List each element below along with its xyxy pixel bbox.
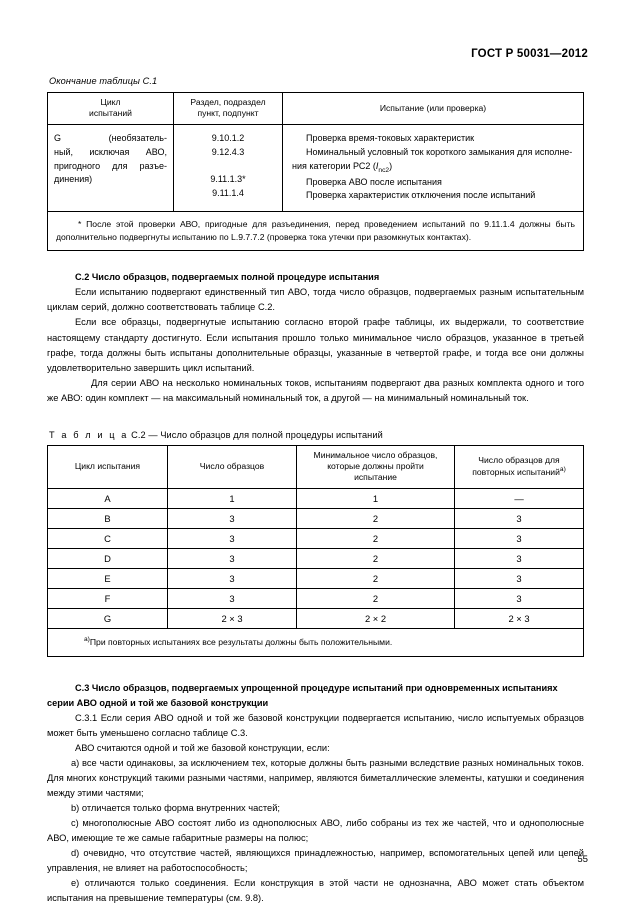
- section-c2-paragraph-1: Если испытанию подвергают единственный тип АВО, тогда число образцов, подвергаемых разным испытательным циклам серий, должно соответствовать таблице С.2.: [47, 287, 584, 313]
- table-c2-cell-repeat-samples: 3: [455, 509, 584, 529]
- table-c2-cell-min-samples: 1: [297, 489, 455, 509]
- table-c1-clause-4: 9.11.1.4: [212, 188, 244, 199]
- table-c1-test-1: Проверка время-токовых характеристик: [306, 133, 475, 144]
- section-c3-list-item-a: а) все части одинаковы, за исключением тех, которые должны быть разными вследствие разных номинальных токов. Для многих конструкций такими разными частями, например, являются биметаллические элементы, катушки и соединения между этими частями;: [47, 757, 584, 799]
- table-row: [48, 609, 584, 629]
- table-c2-caption-prefix: Т а б л и ц а: [49, 429, 129, 440]
- table-c2-body: [48, 489, 584, 657]
- table-c1-clause-blank: [227, 161, 230, 171]
- table-c2-cell-cycle: F: [48, 589, 168, 609]
- table-c1-cycle-line1: G (необязатель-: [54, 133, 167, 144]
- section-c3-list-item-d: d) очевидно, что отсутствие частей, являющихся принадлежностью, например, вспомогательных цепей или цепей управления, не влияет на работоспособность;: [47, 848, 584, 874]
- table-c1-cell-clauses: [174, 125, 283, 212]
- table-c2-caption-number: С.2: [131, 429, 146, 440]
- table-c2-caption-text: — Число образцов для полной процедуры испытаний: [148, 429, 383, 440]
- table-c2-cell-samples: 3: [168, 589, 297, 609]
- table-c2-header-row: [48, 445, 584, 489]
- table-c1-test-2: [292, 146, 576, 160]
- table-c2-header-repeat-line1: Число образцов для: [478, 454, 560, 465]
- table-c2-header-min-samples: [297, 445, 455, 489]
- table-c1-cycle-line3: пригодного для разъе-: [54, 160, 167, 171]
- table-c1-test-2-subscript: nc2: [378, 166, 390, 174]
- table-c2-cell-min-samples: 2 × 2: [297, 609, 455, 629]
- table-c2-cell-cycle: B: [48, 509, 168, 529]
- table-c1-clause-1: 9.10.1.2: [211, 133, 245, 144]
- table-c2-header-repeat-line2: повторных испытаний: [472, 466, 560, 477]
- section-c3-list-item-c: c) многополюсные АВО состоят либо из однополюсных АВО, либо собраны из тех же частей, что и однополюсные АВО, имеющие те же самые габаритные размеры на полюс;: [47, 818, 584, 844]
- table-c2-cell-samples: 3: [168, 529, 297, 549]
- section-c2-heading: С.2 Число образцов, подвергаемых полной процедуре испытания: [75, 272, 380, 283]
- table-c1-test-3: Проверка АВО после испытания: [306, 176, 442, 187]
- table-c2-header-min-line3: испытание: [354, 472, 397, 483]
- table-c2-cell-cycle: D: [48, 549, 168, 569]
- table-c2-header-footnote-marker: а): [559, 466, 566, 474]
- table-c2-footnote-marker: а): [84, 636, 90, 644]
- table-c1-header-clause-line1: Раздел, подраздел: [190, 97, 266, 107]
- table-c2-footnote-row: [48, 629, 584, 657]
- section-c3-heading-line1: С.3 Число образцов, подвергаемых упрощенной процедуре испытаний при одновременных испытаниях: [75, 683, 558, 694]
- section-c3-paragraph-2: АВО считаются одной и той же базовой конструкции, если:: [75, 742, 330, 753]
- table-c2-cell-min-samples: 2: [297, 509, 455, 529]
- table-row: [48, 549, 584, 569]
- table-c2-cell-samples: 2 × 3: [168, 609, 297, 629]
- table-c2-cell-repeat-samples: 3: [455, 589, 584, 609]
- table-row: [48, 509, 584, 529]
- table-c1-cell-tests: [283, 125, 584, 212]
- table-c1-footnote: [48, 211, 584, 251]
- table-c2-cell-min-samples: 2: [297, 569, 455, 589]
- section-c3-paragraph-1: С.3.1 Если серия АВО одной и той же базовой конструкции подвергается испытанию, число испытуемых образцов может быть уменьшено согласно таблице С.3.: [47, 712, 584, 738]
- table-c1-clause-2: 9.12.4.3: [211, 147, 245, 158]
- table-row: [48, 529, 584, 549]
- table-c1-test-2-pre: ния категории РС2 (: [292, 160, 376, 171]
- table-c2: [47, 445, 584, 657]
- table-c2-header-samples: Число образцов: [168, 445, 297, 489]
- table-c1-header-clause: [174, 93, 283, 125]
- table-c1-cycle-line4: динения): [54, 174, 93, 185]
- table-c1-cell-cycle: [48, 125, 174, 212]
- table-c2-cell-cycle: G: [48, 609, 168, 629]
- table-c2-header-min-line2: которые должны пройти: [327, 460, 424, 471]
- table-c2-cell-samples: 3: [168, 509, 297, 529]
- table-c1: [47, 92, 584, 251]
- table-c2-footnote: [48, 629, 584, 657]
- table-c1-test-2-symbol: I: [375, 160, 379, 171]
- table-c1-footnote-text: * После этой проверки АВО, пригодные для разъединения, перед проведением испытаний по 9.11.1.4 должны быть дополнительно подвергнуты испытанию по L.9.7.7.2 (проверка тока утечки при разомкнутых контактах).: [56, 218, 575, 243]
- page-number: 55: [577, 854, 588, 865]
- table-c2-cell-samples: 3: [168, 549, 297, 569]
- table-c1-test-4: Проверка характеристик отключения после испытаний: [306, 190, 536, 201]
- table-c1-row-g: [48, 125, 584, 212]
- table-c2-cell-min-samples: 2: [297, 589, 455, 609]
- table-c2-cell-repeat-samples: 3: [455, 529, 584, 549]
- table-c2-cell-repeat-samples: 2 × 3: [455, 609, 584, 629]
- table-row: [48, 569, 584, 589]
- table-c1-test-2-post: ): [389, 160, 393, 171]
- table-c1-footnote-row: [48, 211, 584, 251]
- table-c1-cycle-line2: ный, исключая АВО,: [54, 147, 167, 158]
- table-c2-cell-min-samples: 2: [297, 529, 455, 549]
- table-c1-header-cycle-line2: испытаний: [89, 108, 132, 119]
- table-c2-cell-cycle: C: [48, 529, 168, 549]
- table-c2-footnote-text: При повторных испытаниях все результаты должны быть положительными.: [89, 637, 393, 648]
- table-c2-header-cycle: Цикл испытания: [48, 445, 168, 489]
- section-c3-list-item-b: b) отличается только форма внутренних частей;: [71, 803, 281, 814]
- standard-designation-header: ГОСТ Р 50031—2012: [471, 48, 588, 60]
- table-c2-cell-repeat-samples: 3: [455, 549, 584, 569]
- table-c1-test-2-text: Номинальный условный ток короткого замыкания для исполне-: [306, 147, 573, 158]
- table-c1-caption: Окончание таблицы С.1: [49, 76, 158, 86]
- section-c2-paragraph-3: Для серии АВО на несколько номинальных токов, испытаниям подвергают два разных комплекта одного и того же АВО: один комплект — на максимальный номинальный ток, а другой — на минимальный номинальный ток.: [47, 377, 584, 403]
- table-c2-header-min-line1: Минимальное число образцов,: [313, 449, 438, 460]
- table-c1-clause-3: 9.11.1.3*: [210, 174, 246, 185]
- page-content: [47, 76, 584, 906]
- table-c1-header-test: Испытание (или проверка): [283, 93, 584, 125]
- table-c1-header-cycle-line1: Цикл: [100, 97, 121, 107]
- table-c2-cell-cycle: A: [48, 489, 168, 509]
- section-c2-paragraph-2: Если все образцы, подвергнутые испытанию согласно второй графе таблицы, их выдержали, то соответствие настоящему стандарту достигнуто. Если испытания прошло только минимальное число образцов, указанное в третьей графе, тогда должны быть испытаны дополнительные образцы, указанные в четвертой графе, и тогда все они должны удовлетворительно завершить цикл испытаний.: [47, 317, 584, 373]
- table-c1-header-cycle: [48, 93, 174, 125]
- table-c1-test-2-cont: [292, 160, 576, 176]
- table-c1-header-clause-line2: пункт, подпункт: [197, 108, 259, 119]
- table-c2-cell-samples: 3: [168, 569, 297, 589]
- table-c2-cell-min-samples: 2: [297, 549, 455, 569]
- table-row: [48, 589, 584, 609]
- section-c3-heading-line2: серии АВО одной и той же базовой конструкции: [47, 697, 269, 708]
- table-c1-header-row: [48, 93, 584, 125]
- table-c2-caption: [49, 430, 584, 440]
- section-c3-list-item-e: e) отличаются только соединения. Если конструкция в этой части не однозначна, АВО может стать объектом испытания на превышение температуры (см. 9.8).: [47, 878, 584, 904]
- table-c2-cell-cycle: E: [48, 569, 168, 589]
- table-c2-cell-samples: 1: [168, 489, 297, 509]
- table-c2-cell-repeat-samples: —: [455, 489, 584, 509]
- table-row: [48, 489, 584, 509]
- table-c2-header-repeat-samples: [455, 445, 584, 489]
- table-c2-cell-repeat-samples: 3: [455, 569, 584, 589]
